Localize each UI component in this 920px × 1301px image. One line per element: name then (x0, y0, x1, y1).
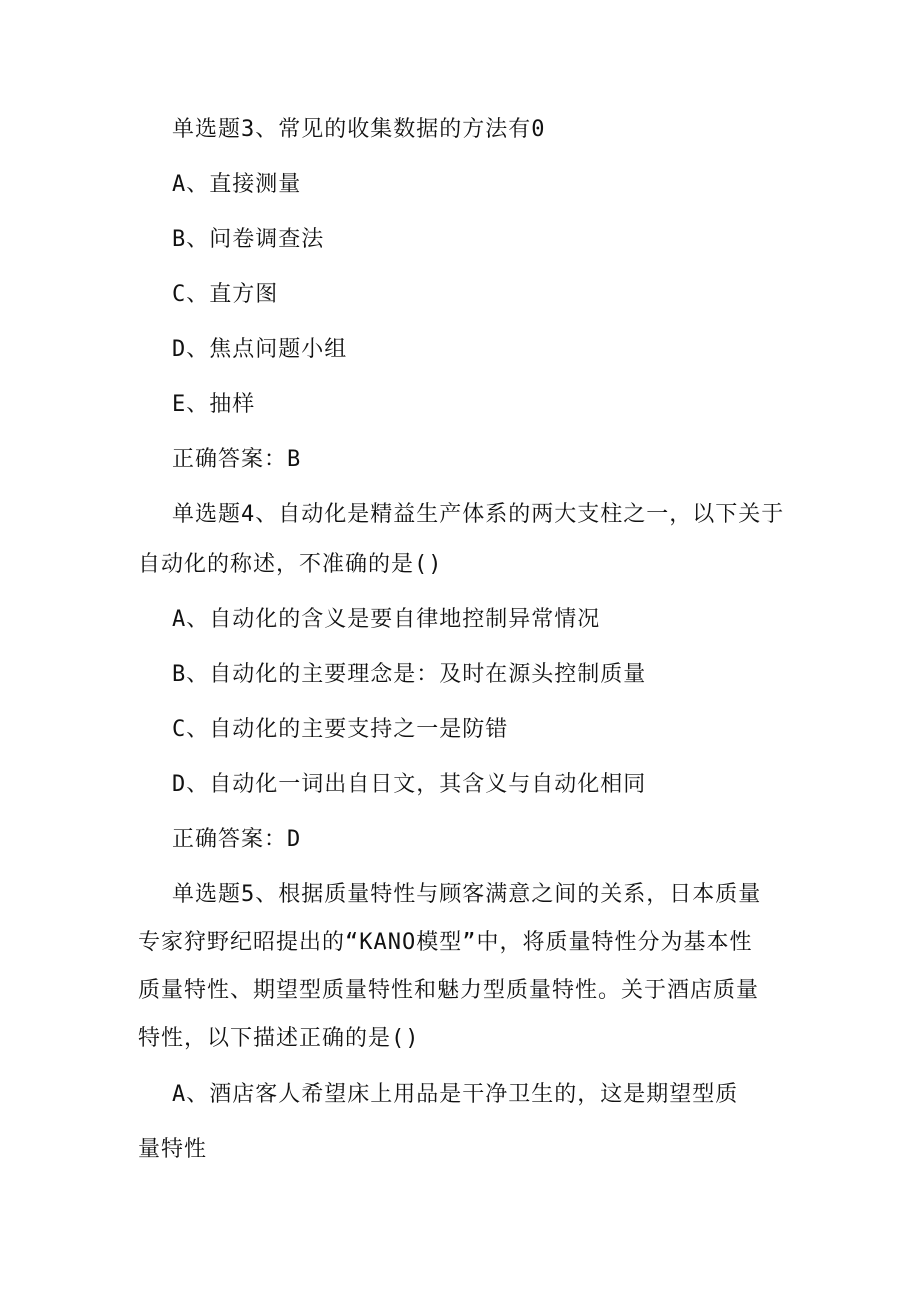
question-4-stem-line-1: 单选题4、自动化是精益生产体系的两大支柱之一，以下关于 (172, 502, 785, 527)
question-4-option-c: C、自动化的主要支持之一是防错 (172, 717, 509, 742)
question-3-option-a: A、直接测量 (172, 172, 302, 197)
question-3-option-b: B、问卷调查法 (172, 227, 325, 252)
question-5-option-a-line-1: A、酒店客人希望床上用品是干净卫生的，这是期望型质 (172, 1082, 739, 1107)
question-3-option-d: D、焦点问题小组 (172, 337, 348, 362)
question-3-stem: 单选题3、常见的收集数据的方法有0 (172, 117, 546, 142)
question-5-stem-line-3: 质量特性、期望型质量特性和魅力型质量特性。关于酒店质量 (138, 978, 760, 1003)
question-4-option-d: D、自动化一词出自日文，其含义与自动化相同 (172, 772, 647, 797)
question-5-stem-line-1: 单选题5、根据质量特性与顾客满意之间的关系，日本质量 (172, 882, 762, 907)
question-4-answer: 正确答案：D (172, 827, 302, 852)
question-3-option-e: E、抽样 (172, 392, 256, 417)
question-4-stem-line-2: 自动化的称述，不准确的是() (138, 552, 443, 577)
question-4-option-b: B、自动化的主要理念是：及时在源头控制质量 (172, 662, 647, 687)
question-5-stem-line-4: 特性，以下描述正确的是() (138, 1026, 420, 1051)
question-3-answer: 正确答案：B (172, 447, 302, 472)
question-5-stem-line-2: 专家狩野纪昭提出的“KANO模型”中，将质量特性分为基本性 (138, 930, 753, 955)
question-5-option-a-line-2: 量特性 (138, 1137, 208, 1162)
question-3-option-c: C、直方图 (172, 282, 279, 307)
question-4-option-a: A、自动化的含义是要自律地控制异常情况 (172, 607, 601, 632)
